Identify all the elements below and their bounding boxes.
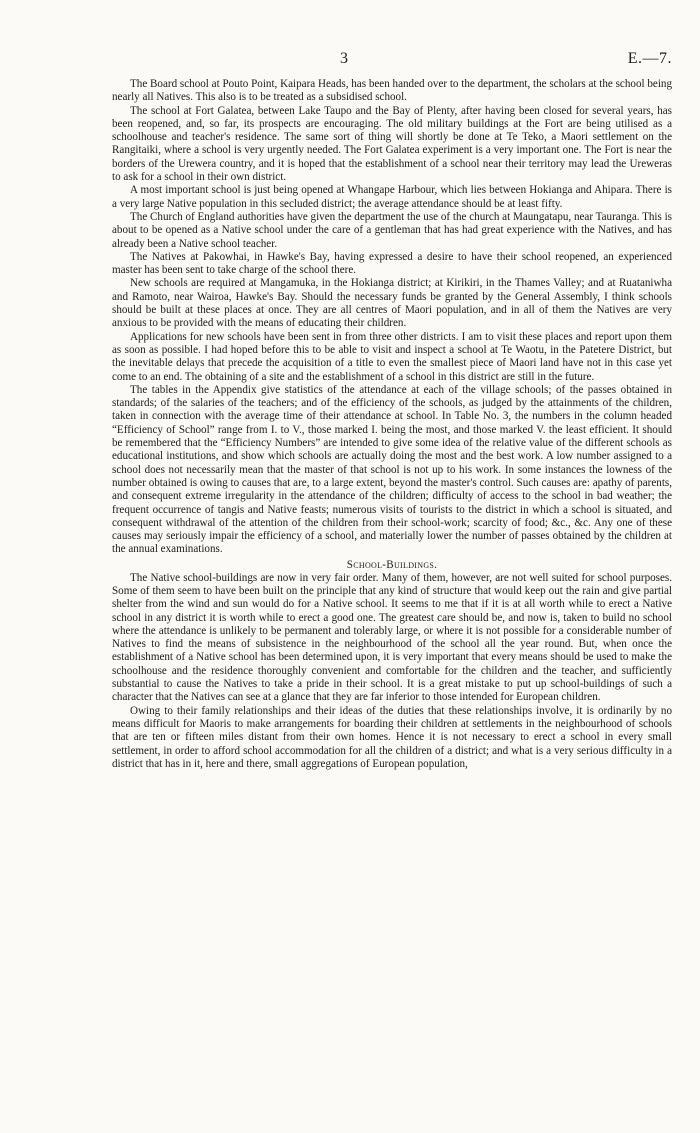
paragraph-whangape: A most important school is just being opened at Whangape Harbour, which lies between Hokianga and Ahipara. There is a very large Native population in this secluded district; the average attendance should be at least fifty. [112, 184, 672, 210]
paragraph-appendix-tables: The tables in the Appendix give statistics of the attendance at each of the village schools; of the passes obtained in standards; of the salaries of the teachers; and of the efficiency of the schools, as judged by the attainments of the children, taken in connection with the average time of their attendance at school. In Table No. 3, the numbers in the column headed “Efficiency of School” range from I. to V., those marked I. being the most, and those marked V. the least efficient. It should be remembered that the “Efficiency Numbers” are intended to give some idea of the relative value of the different schools as educational institutions, and show which schools are actually doing the most and the best work. A low number assigned to a school does not necessarily mean that the master of that school is not up to his work. In some instances the lowness of the number obtained is owing to causes that are, to a large extent, beyond the master's control. Such causes are: apathy of parents, and consequent extreme irregularity in the attendance of the children; difficulty of access to the school in bad weather; the frequent occurrence of tangis and Native feasts; numerous visits of tourists to the district in which a school is situated, and consequent withdrawal of the attention of the children from their school-work; scarcity of food; &c., &c. Any one of these causes may seriously impair the efficiency of a school, and materially lower the number of passes obtained by the children at the annual examinations. [112, 383, 672, 556]
section-heading-school-buildings: School-Buildings. [346, 558, 438, 571]
paragraph-new-schools: New schools are required at Mangamuka, in the Hokianga district; at Kirikiri, in the Thames Valley; and at Ruataniwha and Ramoto, near Wairoa, Hawke's Bay. Should the necessary funds be granted by the General Assembly, I think schools should be built at these places at once. They are all centres of Maori population, and in all of them the Natives are very anxious to be provided with the means of educating their children. [112, 277, 672, 330]
paragraph-applications: Applications for new schools have been sent in from three other districts. I am to visit these places and report upon them as soon as possible. I had hoped before this to be able to visit and inspect a school at Te Waotu, in the Patetere District, but the inevitable delays that precede the acquisition of a title to even the smallest piece of Maori land have not in this case yet come to an end. The obtaining of a site and the establishment of a school in this district are still in the future. [112, 330, 672, 383]
paragraph-pakowhai: The Natives at Pakowhai, in Hawke's Bay, having expressed a desire to have their school reopened, an experienced master has been sent to take charge of the school there. [112, 250, 672, 277]
page-header [112, 0, 672, 67]
page-number: 3 [340, 50, 348, 67]
paragraph-maungatapu: The Church of England authorities have given the department the use of the church at Maungatapu, near Tauranga. This is about to be opened as a Native school under the care of a gentleman that has had great experience with the Natives, and has already been a Native school teacher. [112, 210, 672, 250]
body-text [112, 78, 672, 771]
paragraph-school-buildings: The Native school-buildings are now in very fair order. Many of them, however, are not well suited for school purposes. Some of them seem to have been built on the principle that any kind of structure that would keep out the rain and give partial shelter from the wind and sun would do for a Native school. It seems to me that if it is at all worth while to erect a Native school in any district it is worth while to erect a good one. The greatest care should be, and now is, taken to build no school where the attendance is unlikely to be permanent and tolerably large, or where it is not possible for a considerable number of Natives to find the means of subsistence in the neighbourhood of the school all the year round. But, when once the establishment of a Native school has been determined upon, it is very important that every means should be used to make the schoolhouse and the residence thoroughly convenient and comfortable for the children and the teacher, and sufficiently substantial to cause the Natives to take a pride in their school. It is a great mistake to put up school-buildings of such a character that the Natives can see at a glance that they are far inferior to those intended for European children. [112, 571, 672, 704]
page-reference: E.—7. [627, 50, 672, 67]
paragraph-fort-galatea: The school at Fort Galatea, between Lake Taupo and the Bay of Plenty, after having been closed for several years, has been reopened, and, so far, its prospects are encouraging. The old military buildings at the Fort are being utilised as a schoolhouse and teacher's residence. The same sort of thing will shortly be done at Te Teko, a Maori settlement on the Rangitaiki, where a school is very urgently needed. The Fort Galatea experiment is a very important one. The Fort is near the borders of the Urewera country, and it is hoped that the establishment of a school near their territory may lead the Ureweras to ask for a school in their own district. [112, 104, 672, 184]
paragraph-boarding: Owing to their family relationships and their ideas of the duties that these relationships involve, it is ordinarily by no means difficult for Maoris to make arrangements for boarding their children at settlements in the neighbourhood of schools that are ten or fifteen miles distant from their own homes. Hence it is not necessary to erect a school in every small settlement, in order to afford school accommodation for all the children of a district; and what is a very serious difficulty in a district that has in it, here and there, small aggregations of European population, [112, 704, 672, 770]
paragraph-pouto-point: The Board school at Pouto Point, Kaipara Heads, has been handed over to the department, the scholars at the school being nearly all Natives. This also is to be treated as a subsidised school. [112, 78, 672, 104]
